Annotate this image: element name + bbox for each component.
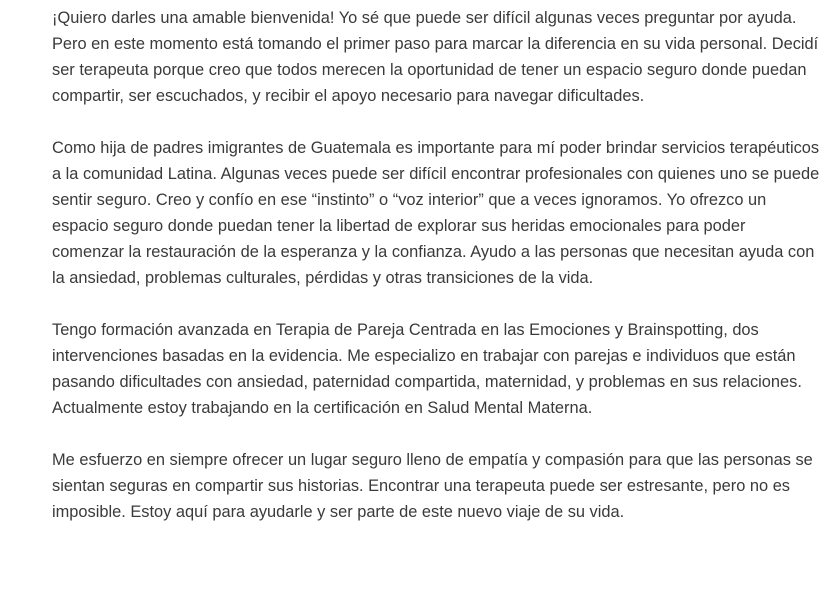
therapist-bio: [52, 5, 820, 525]
bio-paragraph-background: Como hija de padres imigrantes de Guatemala es importante para mí poder brindar servicios terapéuticos a la comunidad Latina. Algunas veces puede ser difícil encontrar profesionales con quienes uno se puede sentir seguro. Creo y confío en ese “instinto” o “voz interior” que a veces ignoramos. Yo ofrezco un espacio seguro donde puedan tener la libertad de explorar sus heridas emocionales para poder comenzar la restauración de la esperanza y la confianza. Ayudo a las personas que necesitan ayuda con la ansiedad, problemas culturales, pérdidas y otras transiciones de la vida.: [52, 139, 820, 287]
bio-paragraph-training: Tengo formación avanzada en Terapia de Pareja Centrada en las Emociones y Brainspotting, dos intervenciones basadas en la evidencia. Me especializo en trabajar con parejas e individuos que están pasando dificultades con ansiedad, paternidad compartida, maternidad, y problemas en sus relaciones. Actualmente estoy trabajando en la certificación en Salud Mental Materna.: [52, 321, 802, 417]
bio-paragraph-closing: Me esfuerzo en siempre ofrecer un lugar seguro lleno de empatía y compasión para que las personas se sientan seguras en compartir sus historias. Encontrar una terapeuta puede ser estresante, pero no es imposible. Estoy aquí para ayudarle y ser parte de este nuevo viaje de su vida.: [52, 451, 813, 521]
bio-paragraph-welcome: ¡Quiero darles una amable bienvenida! Yo sé que puede ser difícil algunas veces preguntar por ayuda. Pero en este momento está tomando el primer paso para marcar la diferencia en su vida personal. Decidí ser terapeuta porque creo que todos merecen la oportunidad de tener un espacio seguro donde puedan compartir, ser escuchados, y recibir el apoyo necesario para navegar dificultades.: [52, 9, 819, 105]
